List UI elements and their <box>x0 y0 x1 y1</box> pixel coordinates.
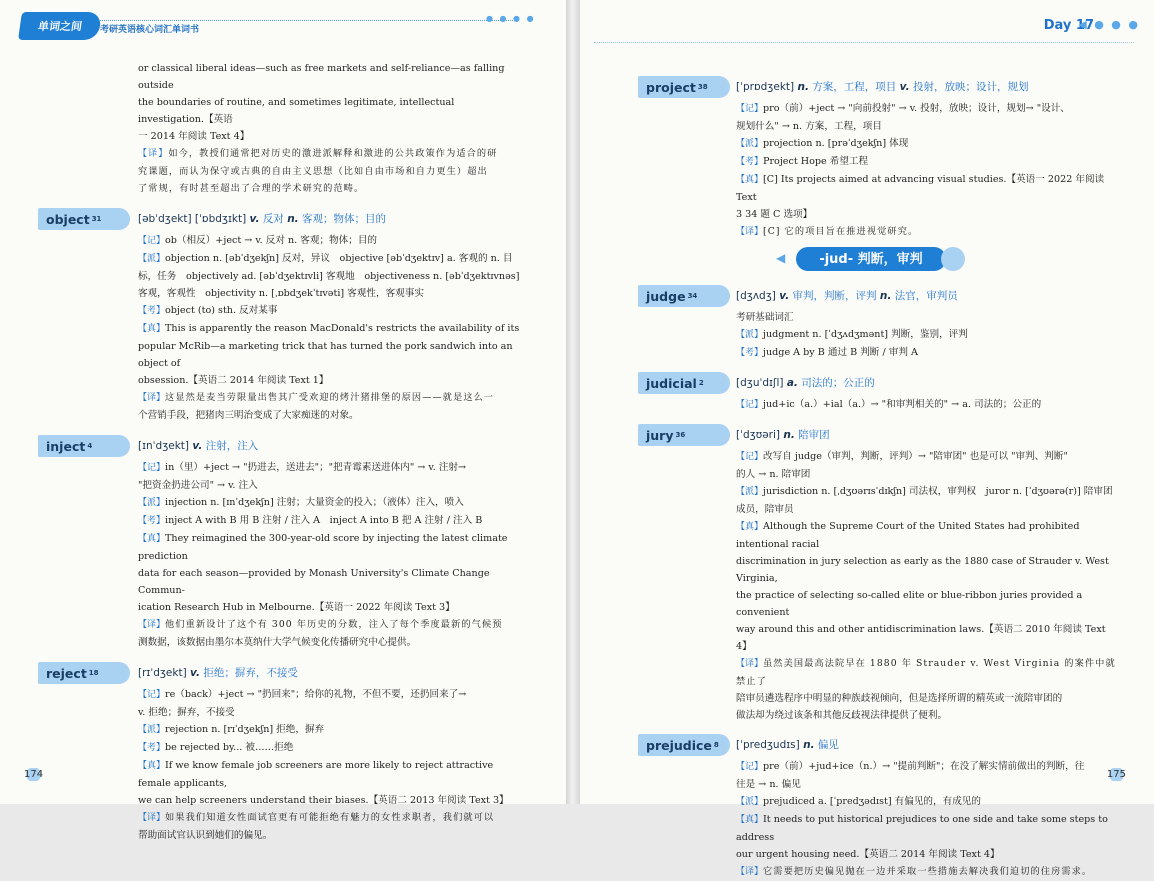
entry-line-tag: 【派】 <box>138 725 166 735</box>
left-page-content <box>46 60 523 844</box>
intro-translation-line <box>138 145 523 163</box>
part-of-speech: v. <box>192 440 203 452</box>
entry-line-tag: 【真】 <box>736 815 764 825</box>
word-root-label: -jud- 判断，审判 <box>796 247 946 271</box>
entry-line-text: inject A with B 用 B 注射 / 注入 A inject A into B 把 A 注射 / 注入 B <box>165 515 483 526</box>
frequency-number: 18 <box>88 668 99 677</box>
intro-passage <box>138 60 523 197</box>
entry-line-text: way around this and other antidiscrimination laws.【英语二 2010 年阅读 Text 4】 <box>736 624 1106 652</box>
entry-line <box>736 501 1116 518</box>
entry-headline <box>736 372 1116 394</box>
intro-translation-line <box>138 163 523 180</box>
entry-line-tag: 【记】 <box>138 690 166 700</box>
phonetic: [ˈprɒdʒekt] <box>736 81 795 93</box>
part-of-speech: n. <box>803 739 815 751</box>
entry-line <box>736 344 1116 362</box>
entry-headline <box>736 285 1116 307</box>
headword-tab <box>38 435 130 457</box>
entry-line <box>138 721 523 739</box>
banner-ring-decoration <box>941 247 965 271</box>
headword: inject <box>46 438 86 454</box>
intro-translation-line <box>138 180 523 197</box>
entry-line-text: our urgent housing need.【英语二 2014 年阅读 Text 4】 <box>736 849 1000 860</box>
page-number-left: 174 <box>20 768 47 781</box>
entry-line-text: 如果我们知道女性面试官更有可能拒绝有魅力的女性求职者，我们就可以 <box>165 812 495 823</box>
entry-line <box>138 250 523 268</box>
entry-line <box>138 704 523 721</box>
entry-line-text: pro（前）+ject → "向前投射" → v. 投射，放映；设计，规划→ "设计、 <box>763 103 1070 114</box>
arrow-left-icon: ◀ <box>776 251 786 265</box>
entry-line-tag: 【派】 <box>736 139 764 149</box>
intro-translation-text: 究课题，而认为保守或古典的自由主义思想（比如自由市场和自力更生）超出 <box>138 166 488 177</box>
entry-line <box>138 477 523 494</box>
headword-tab <box>638 424 730 446</box>
entry-line-tag: 【考】 <box>138 743 166 753</box>
intro-line: the boundaries of routine, and sometimes legitimate, intellectual investigation.【英语 <box>138 97 455 125</box>
entry-line <box>736 396 1116 414</box>
entry-line <box>138 530 523 565</box>
entry-line-text: 3 34 题 C 选项】 <box>736 209 813 220</box>
entry-line-tag: 【考】 <box>736 348 764 358</box>
entry-line-tag: 【考】 <box>736 157 764 167</box>
frequency-number: 34 <box>687 291 698 300</box>
part-of-speech: v. <box>779 290 790 302</box>
chinese-meaning: 审判，判断，评判 <box>792 290 877 302</box>
entry-line-text: prejudiced a. [ˈpredʒədɪst] 有偏见的，有成见的 <box>763 796 981 807</box>
entry-line-text: ob（相反）+ject → v. 反对 n. 客观；物体；目的 <box>165 235 378 246</box>
entry-line-tag: 【译】 <box>736 227 764 237</box>
entry-line-tag: 【派】 <box>138 498 166 508</box>
entry-line <box>138 232 523 250</box>
chinese-meaning-2: 法官，审判员 <box>894 290 958 302</box>
frequency-number: 36 <box>675 430 686 439</box>
chinese-meaning: 拒绝；摒弃，不接受 <box>203 667 298 679</box>
entry-line <box>138 827 523 844</box>
entry-line-text: 个营销手段，把猪肉三明治变成了大家痴迷的对象。 <box>138 410 359 421</box>
entry-line-text: judge A by B 通过 B 判断 / 审判 A <box>763 347 918 358</box>
phonetic: [dʒuˈdɪʃl] <box>736 377 784 389</box>
word-entry-object <box>46 208 523 424</box>
frequency-number: 4 <box>87 441 93 450</box>
page-number-right: 175 <box>1103 768 1130 781</box>
headword-tab <box>638 285 730 307</box>
entry-line-text: we can help screeners understand their biases.【英语二 2013 年阅读 Text 3】 <box>138 795 509 806</box>
left-page <box>0 0 566 841</box>
entry-line-tag: 【真】 <box>138 761 166 771</box>
part-of-speech-2: n. <box>879 290 892 302</box>
entry-line-text: jurisdiction n. [ˌdʒʊərɪsˈdɪkʃn] 司法权，审判权 juror n. [ˈdʒʊərə(r)] 陪审团 <box>763 486 1113 497</box>
entry-line <box>138 389 523 407</box>
phonetic: [əbˈdʒekt] [ˈɒbdʒɪkt] <box>138 213 247 225</box>
entry-line-text: Although the Supreme Court of the United States had prohibited intentional racial <box>736 521 1080 550</box>
entry-line <box>138 338 523 372</box>
headword-tab <box>638 76 730 98</box>
entry-line-text: discrimination in jury selection as early as the 1880 case of Strauder v. West Virginia, <box>736 556 1109 584</box>
entry-line-tag: 【译】 <box>138 813 166 823</box>
entry-line <box>736 776 1116 793</box>
entry-line <box>138 599 523 616</box>
entry-line-text: 虽然美国最高法院早在 1880 年 Strauder v. West Virginia 的案件中就禁止了 <box>736 658 1116 687</box>
entry-line <box>736 863 1116 881</box>
chinese-meaning: 注射，注入 <box>205 440 259 452</box>
entry-line-text: 标，任务 objectively ad. [əbˈdʒektɪvli] 客观地 objectiveness n. [əbˈdʒektɪvnəs] <box>138 271 520 282</box>
entry-line <box>736 707 1116 724</box>
entry-line-tag: 【考】 <box>138 516 166 526</box>
entry-line-text: [C] 它的项目旨在推进视觉研究。 <box>763 226 919 237</box>
entry-line-tag: 【记】 <box>736 400 764 410</box>
entry-headline <box>736 734 1116 756</box>
headword: jury <box>646 427 674 443</box>
headword: judicial <box>646 375 697 391</box>
entry-line <box>138 792 523 809</box>
intro-line: or classical liberal ideas—such as free markets and self-reliance—as falling outside <box>138 63 505 91</box>
entry-line <box>138 565 523 599</box>
entry-line-text: "把资金扔进公司" → v. 注入 <box>138 480 258 491</box>
entry-line-text: pre（前）+jud+ice（n.）→ "提前判断"；在没了解实情前做出的判断，往 <box>763 761 1085 772</box>
entry-line-tag: 【记】 <box>138 236 166 246</box>
entry-line <box>138 268 523 285</box>
intro-translation-text: 如今，教授们通常把对历史的激进派解释和激进的公共政策作为适合的研 <box>168 148 498 159</box>
entry-line-text: jud+ic（a.）+ial（a.）→ "和审判相关的" → a. 司法的；公正的 <box>763 399 1042 410</box>
entry-line <box>138 302 523 320</box>
entry-line <box>736 466 1116 483</box>
entry-line <box>736 553 1116 587</box>
entry-line <box>138 616 523 634</box>
chinese-meaning: 方案，工程，项目 <box>812 81 897 93</box>
entry-line-text: It needs to put historical prejudices to one side and take some steps to address <box>736 814 1108 843</box>
entry-line-text: [C] Its projects aimed at advancing visual studies.【英语一 2022 年阅读 Text <box>736 174 1105 203</box>
entry-line-tag: 【真】 <box>736 522 764 532</box>
header-rule <box>594 42 1134 43</box>
entry-line-text: This is apparently the reason MacDonald's restricts the availability of its <box>165 323 520 334</box>
chinese-meaning: 陪审团 <box>798 429 830 441</box>
entry-line-tag: 【派】 <box>736 797 764 807</box>
entry-line <box>736 118 1116 135</box>
entry-line-tag: 【译】 <box>736 867 764 877</box>
entry-line-tag: 【派】 <box>736 330 764 340</box>
entry-line-text: 改写自 judge（审判，判断，评判）→ "陪审团" 也是可以 "审判、判断" <box>763 451 1068 462</box>
entry-line <box>736 153 1116 171</box>
entry-line <box>736 135 1116 153</box>
entry-line-tag: 【派】 <box>138 254 166 264</box>
entry-line-text: 测数据，该数据由墨尔本莫纳什大学气候变化传播研究中心提供。 <box>138 637 417 648</box>
part-of-speech-2: n. <box>287 213 299 225</box>
entry-line-text: 做法却为绕过该条和其他反歧视法律提供了便利。 <box>736 710 948 721</box>
headword-tab <box>638 372 730 394</box>
entry-line-text: 它需要把历史偏见抛在一边并采取一些措施去解决我们迫切的住房需求。 <box>763 866 1093 877</box>
entry-line <box>736 171 1116 206</box>
entry-line <box>736 587 1116 621</box>
phonetic: [ˈpredʒudɪs] <box>736 739 800 751</box>
entry-line-text: 他们重新设计了这个有 300 年历史的分数，注入了每个季度最新的气候预 <box>165 619 503 630</box>
entry-line <box>138 494 523 512</box>
word-entry-jury <box>646 424 1116 724</box>
entry-line-text: Project Hope 希望工程 <box>763 156 869 167</box>
entry-headline <box>138 435 523 457</box>
right-page <box>580 0 1154 877</box>
entry-line-tag: 【译】 <box>736 659 764 669</box>
entry-headline <box>138 208 523 230</box>
entry-line <box>736 483 1116 501</box>
entry-line <box>138 757 523 792</box>
entry-line <box>736 100 1116 118</box>
word-root-banner <box>736 247 1116 273</box>
entry-line <box>138 372 523 389</box>
entry-line-text: 这显然是麦当劳限量出售其广受欢迎的烤汁猪排堡的原因——就是这么一 <box>165 392 495 403</box>
entry-line-text: in（里）+ject → "扔进去，送进去"；"把青霉素送进体内" → v. 注射→ <box>165 462 466 473</box>
entry-line <box>736 690 1116 707</box>
entry-line <box>138 809 523 827</box>
entry-headline <box>736 76 1116 98</box>
entry-line-text: the practice of selecting so-called elite or blue-ribbon juries provided a convenient <box>736 590 1083 618</box>
word-entry-reject <box>46 662 523 844</box>
entry-headline <box>138 662 523 684</box>
entry-line <box>138 285 523 302</box>
right-page-content <box>646 76 1116 881</box>
chinese-meaning: 司法的；公正的 <box>801 377 875 389</box>
chinese-meaning-2: 投射，放映；设计，规划 <box>912 81 1029 93</box>
chinese-meaning-2: 客观；物体；目的 <box>302 213 386 225</box>
headword: object <box>46 211 90 227</box>
entry-line-tag: 【记】 <box>736 104 764 114</box>
entry-line <box>736 448 1116 466</box>
day-label: Day 17 <box>1043 18 1094 33</box>
entry-line <box>736 206 1116 223</box>
book-logo: 单词之间 <box>18 12 102 40</box>
entry-line <box>736 811 1116 846</box>
entry-line <box>736 846 1116 863</box>
entry-line-tag: 【考】 <box>138 306 166 316</box>
part-of-speech: a. <box>786 377 798 389</box>
entry-line-text: If we know female job screeners are more likely to reject attractive female applicants, <box>138 760 494 789</box>
part-of-speech: n. <box>797 81 809 93</box>
headword-tab <box>638 734 730 756</box>
entry-line-text: be rejected by... 被……拒绝 <box>165 742 294 753</box>
word-entry-project <box>646 76 1116 241</box>
header-rule <box>100 20 515 21</box>
entry-line <box>736 758 1116 776</box>
entry-line-text: 往是 → n. 偏见 <box>736 779 801 790</box>
entry-line-text: 考研基础词汇 <box>736 312 794 323</box>
word-entry-inject <box>46 435 523 651</box>
entry-line <box>138 634 523 651</box>
entry-line-tag: 【记】 <box>736 762 764 772</box>
entry-line-text: data for each season—provided by Monash University's Climate Change Commun- <box>138 568 490 596</box>
phonetic: [dʒʌdʒ] <box>736 290 776 302</box>
frequency-number: 38 <box>697 82 708 91</box>
entry-line <box>138 407 523 424</box>
entry-line-text: 成员，陪审员 <box>736 504 794 515</box>
entry-line-text: object (to) sth. 反对某事 <box>165 305 278 316</box>
entry-line-text: 陪审员遴选程序中明显的种族歧视倾向，但是选择所谓的精英或一流陪审团的 <box>736 693 1063 704</box>
entry-line <box>138 320 523 338</box>
part-of-speech-2: v. <box>899 81 910 93</box>
book-title: 考研英语核心词汇单词书 <box>100 25 200 35</box>
headword: project <box>646 79 696 95</box>
phonetic: [rɪˈdʒekt] <box>138 667 187 679</box>
phonetic: [ɪnˈdʒekt] <box>138 440 190 452</box>
book-gutter <box>566 0 580 804</box>
entry-line-tag: 【真】 <box>138 324 166 334</box>
word-entry-prejudice <box>646 734 1116 881</box>
entry-line-text: 的人 → n. 陪审团 <box>736 469 811 480</box>
entry-line-text: rejection n. [rɪˈdʒekʃn] 拒绝，摒弃 <box>165 724 325 735</box>
headword: reject <box>46 665 87 681</box>
entry-line-text: 规划什么" → n. 方案，工程，项目 <box>736 121 882 132</box>
entry-headline <box>736 424 1116 446</box>
part-of-speech: v. <box>190 667 201 679</box>
entry-line-text: objection n. [əbˈdʒekʃn] 反对，异议 objective [əbˈdʒektɪv] a. 客观的 n. 目 <box>165 253 513 264</box>
part-of-speech: n. <box>783 429 795 441</box>
entry-line <box>736 326 1116 344</box>
headword-tab <box>38 208 130 230</box>
word-entry-judge <box>646 285 1116 362</box>
entry-line-text: projection n. [prəˈdʒekʃn] 体现 <box>763 138 909 149</box>
entry-line <box>736 655 1116 690</box>
entry-line-text: obsession.【英语二 2014 年阅读 Text 1】 <box>138 375 329 386</box>
entry-line-tag: 【真】 <box>138 534 166 544</box>
entry-line-text: judgment n. [ˈdʒʌdʒmənt] 判断，鉴别，评判 <box>763 329 968 340</box>
day-decoration: ◀ ● ● ● <box>1078 18 1140 31</box>
entry-line-text: injection n. [ɪnˈdʒekʃn] 注射；大量资金的投入；（液体）注入，喷入 <box>165 497 464 508</box>
frequency-number: 8 <box>713 740 719 749</box>
entry-line-tag: 【译】 <box>138 620 166 630</box>
phonetic: [ˈdʒʊəri] <box>736 429 780 441</box>
entry-line <box>736 793 1116 811</box>
entry-line-text: 帮助面试官认识到她们的偏见。 <box>138 830 273 841</box>
entry-line <box>138 459 523 477</box>
frequency-number: 31 <box>91 214 102 223</box>
chinese-meaning: 偏见 <box>817 739 839 751</box>
word-entry-judicial <box>646 372 1116 414</box>
entry-line <box>736 309 1116 326</box>
entry-line-text: popular McRib—a marketing trick that has turned the pork sandwich into an object of <box>138 341 513 369</box>
entry-line-tag: 【真】 <box>736 175 764 185</box>
entry-line <box>138 686 523 704</box>
chinese-meaning: 反对 <box>262 213 284 225</box>
entry-line <box>138 512 523 530</box>
entry-line-tag: 【派】 <box>736 487 764 497</box>
entry-line-text: re（back）+ject → "扔回来"；给你的礼物，不但不要，还扔回来了→ <box>165 689 467 700</box>
intro-line: 一 2014 年阅读 Text 4】 <box>138 131 250 142</box>
entry-line-tag: 【译】 <box>138 393 166 403</box>
entry-line <box>736 223 1116 241</box>
entry-line-tag: 【记】 <box>138 463 166 473</box>
entry-line-text: ication Research Hub in Melbourne.【英语一 2022 年阅读 Text 3】 <box>138 602 455 613</box>
entry-line-tag: 【记】 <box>736 452 764 462</box>
entry-line <box>736 518 1116 553</box>
intro-translation-text: 了常规，有时甚至超出了合理的学术研究的范畴。 <box>138 183 365 194</box>
entry-line-text: v. 拒绝；摒弃，不接受 <box>138 707 235 718</box>
headword: prejudice <box>646 737 712 753</box>
entry-line <box>736 621 1116 655</box>
entry-line-text: They reimagined the 300-year-old score by injecting the latest climate prediction <box>138 533 508 562</box>
headword-tab <box>38 662 130 684</box>
entry-line-tag: 【译】 <box>138 149 169 159</box>
header-dots-decoration: ● ● ● ● <box>486 14 536 23</box>
headword: judge <box>646 288 686 304</box>
entry-line-text: 客观，客观性 objectivity n. [ˌɒbdʒekˈtɪvəti] 客观性，客观事实 <box>138 288 424 299</box>
frequency-number: 2 <box>698 378 704 387</box>
entry-line <box>138 739 523 757</box>
part-of-speech: v. <box>249 213 260 225</box>
